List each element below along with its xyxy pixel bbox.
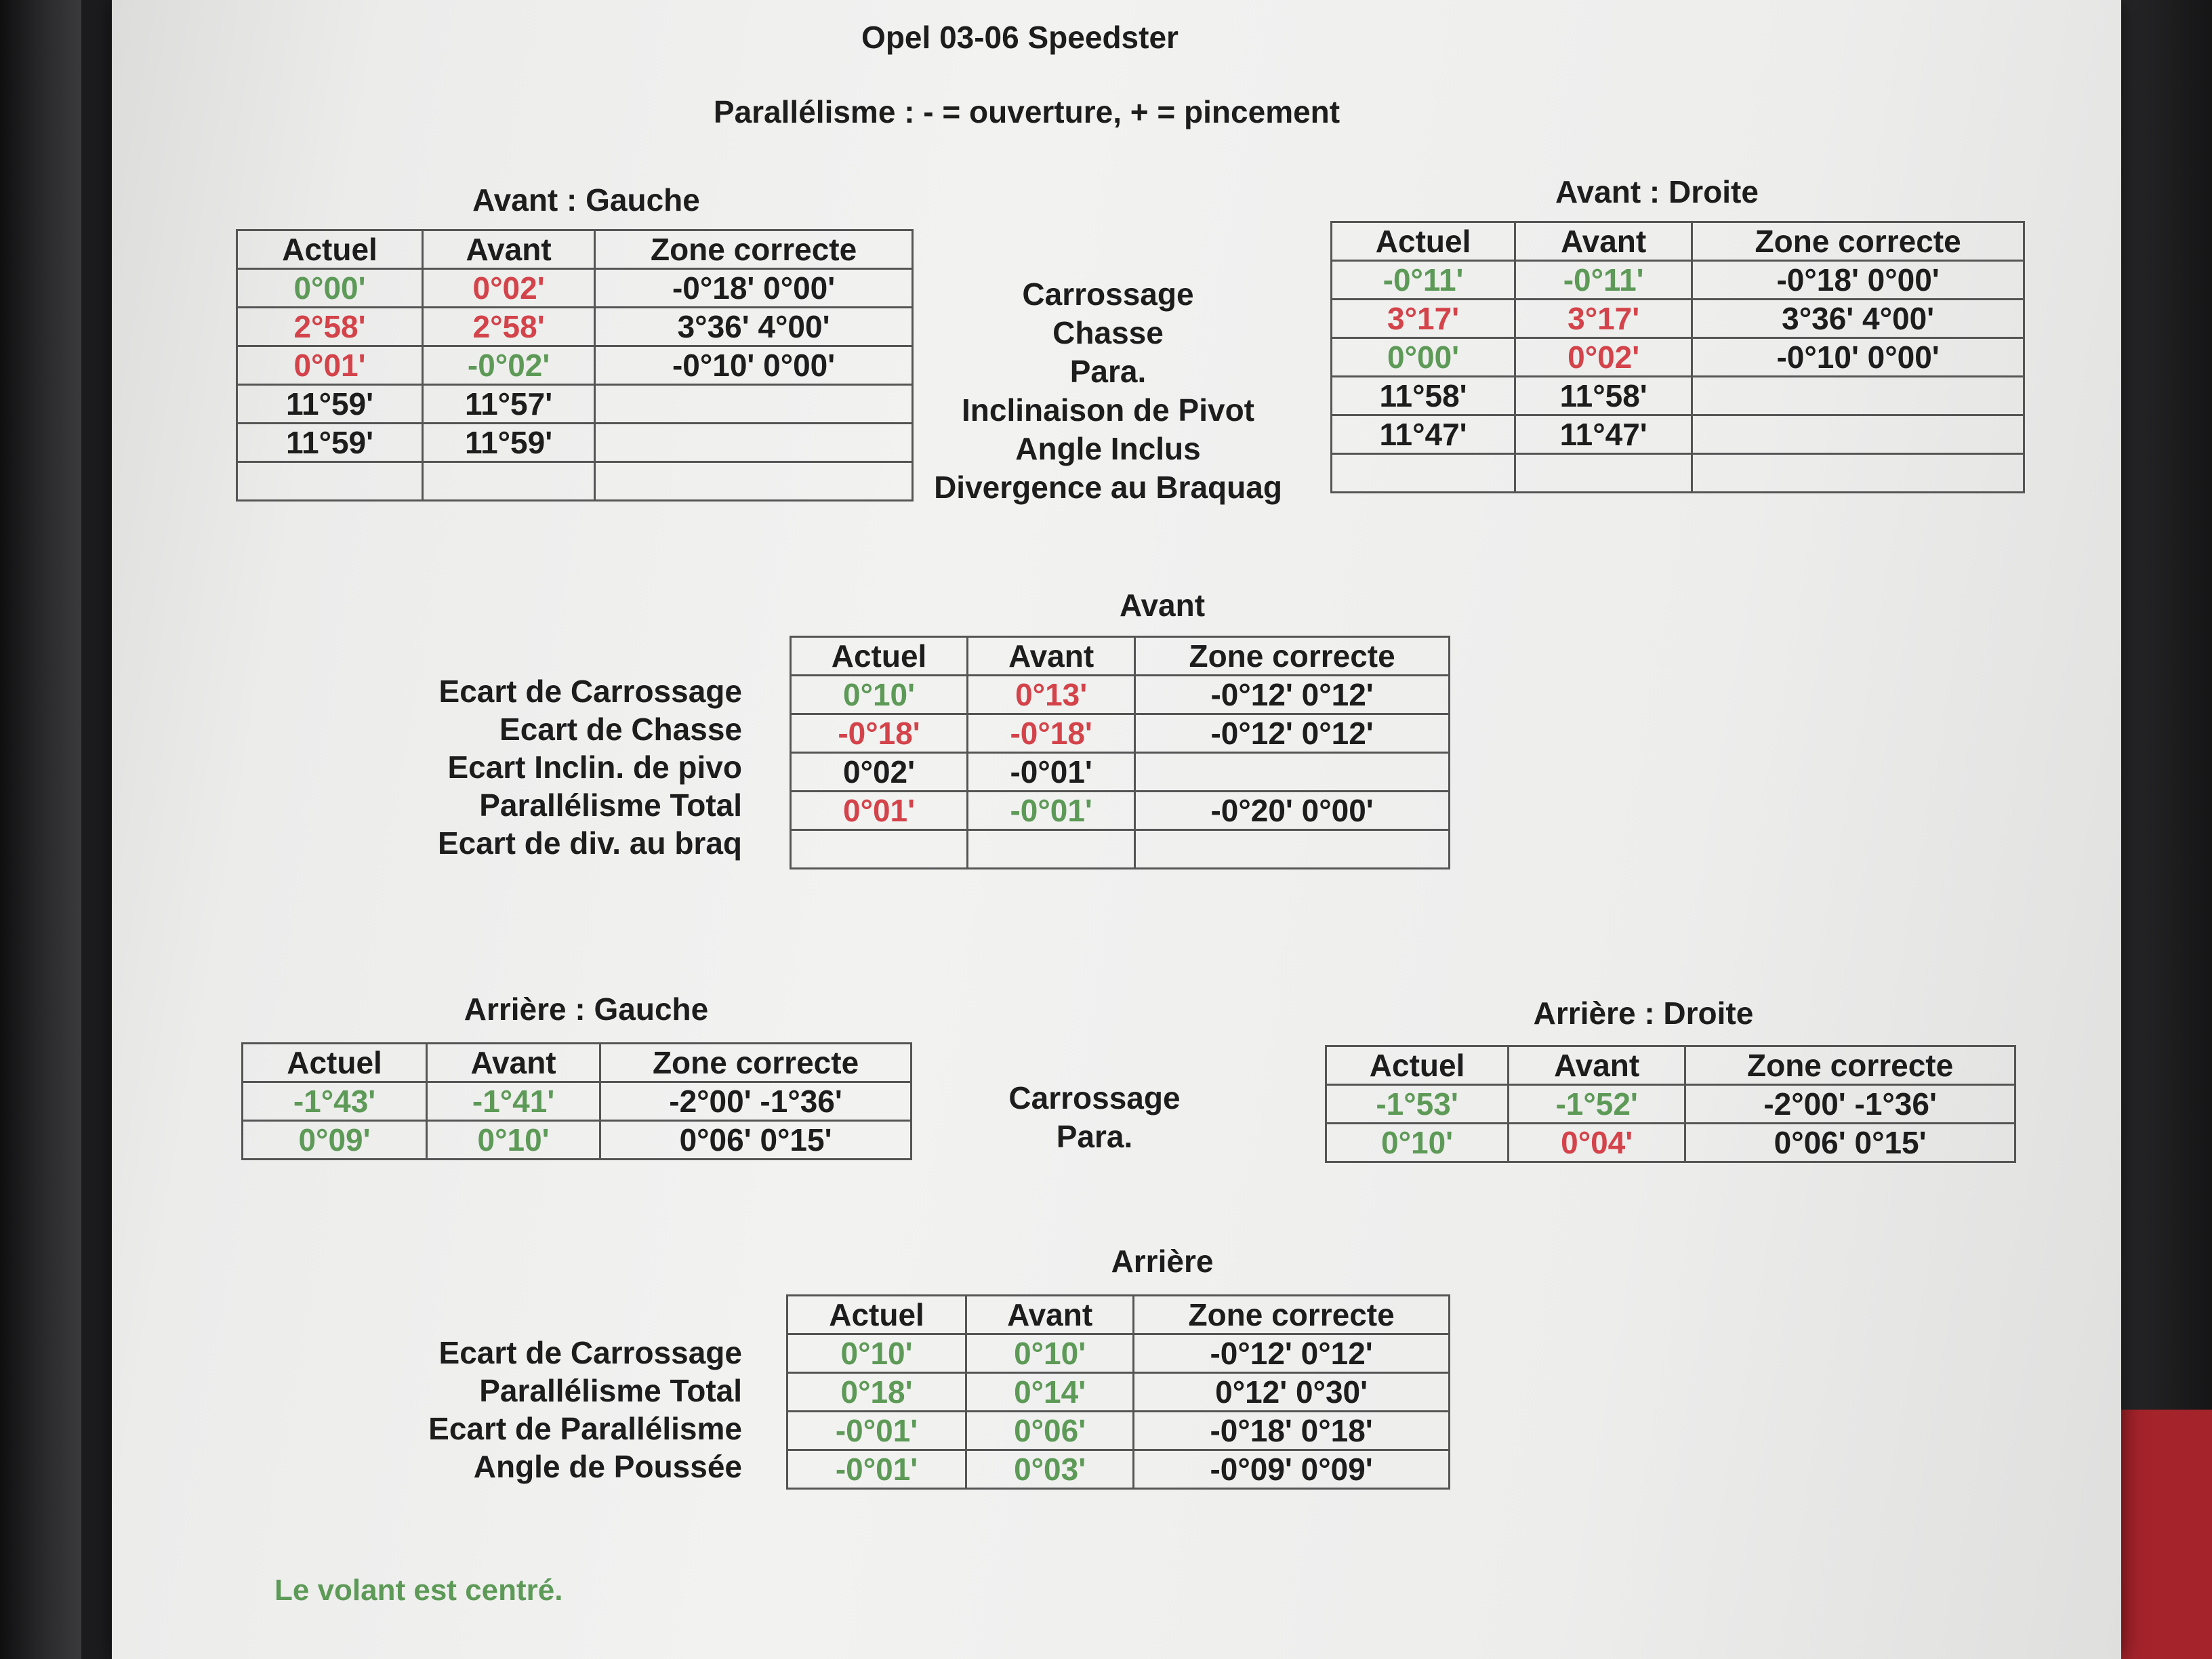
cell-actuel — [791, 830, 968, 869]
cell-zone — [1692, 415, 2024, 454]
column-header: Actuel — [243, 1044, 427, 1082]
table-row — [237, 385, 913, 424]
cell-avant — [423, 462, 595, 501]
cell-actuel: 0°02' — [791, 753, 968, 792]
cell-zone: -0°10' 0°00' — [595, 346, 913, 385]
cell-avant: 0°02' — [423, 269, 595, 308]
table-row — [787, 1450, 1450, 1489]
cell-actuel: 0°00' — [1332, 338, 1515, 377]
cell-zone: 3°36' 4°00' — [1692, 300, 2024, 338]
column-header: Avant — [427, 1044, 600, 1082]
rear-left-table — [241, 1042, 912, 1160]
cell-zone: 0°06' 0°15' — [1685, 1124, 2015, 1162]
cell-actuel — [237, 462, 423, 501]
table-row — [791, 830, 1450, 869]
cell-avant: 0°10' — [966, 1334, 1134, 1373]
front-left-title: Avant : Gauche — [472, 182, 700, 218]
measure-label: Ecart de Carrossage — [438, 1335, 742, 1370]
cell-avant: 11°57' — [423, 385, 595, 424]
cell-zone — [595, 424, 913, 462]
front-right-title: Avant : Droite — [1555, 174, 1759, 209]
table-row — [791, 792, 1450, 830]
cell-avant: 0°03' — [966, 1450, 1134, 1489]
front-left-table — [236, 229, 914, 501]
measure-label: Parallélisme Total — [479, 787, 742, 823]
table-row — [1332, 261, 2024, 300]
cell-actuel: -0°11' — [1332, 261, 1515, 300]
cell-actuel: -1°43' — [243, 1082, 427, 1121]
front-right-table — [1330, 221, 2025, 493]
cell-zone: -0°12' 0°12' — [1134, 1334, 1450, 1373]
column-header: Zone correcte — [1134, 1296, 1450, 1334]
table-row — [237, 269, 913, 308]
cell-zone: -0°18' 0°00' — [1692, 261, 2024, 300]
front-axle-labels — [315, 672, 742, 862]
table-header-row — [237, 230, 913, 269]
measure-label: Angle de Poussée — [473, 1449, 742, 1484]
cell-actuel: 0°01' — [791, 792, 968, 830]
column-header: Avant — [1509, 1046, 1685, 1085]
cell-avant — [1515, 454, 1692, 493]
cell-avant: -0°02' — [423, 346, 595, 385]
cell-actuel: 11°58' — [1332, 377, 1515, 415]
column-header: Avant — [968, 637, 1135, 676]
measure-label: Ecart de Carrossage — [438, 674, 742, 709]
alignment-report-sheet — [112, 0, 2121, 1659]
table-row — [1332, 454, 2024, 493]
rear-axle-table — [786, 1294, 1450, 1490]
cell-zone: -0°12' 0°12' — [1135, 714, 1450, 753]
cell-avant: 0°14' — [966, 1373, 1134, 1412]
cell-actuel: 0°10' — [787, 1334, 966, 1373]
table-row — [237, 346, 913, 385]
cell-avant: -1°52' — [1509, 1085, 1685, 1124]
table-row — [787, 1412, 1450, 1450]
cell-zone: -2°00' -1°36' — [1685, 1085, 2015, 1124]
table-header-row — [1332, 222, 2024, 261]
cell-avant: -0°01' — [968, 753, 1135, 792]
cell-actuel: -0°18' — [791, 714, 968, 753]
column-header: Actuel — [1326, 1046, 1509, 1085]
cell-zone: -0°18' 0°00' — [595, 269, 913, 308]
column-header: Actuel — [787, 1296, 966, 1334]
measure-label: Chasse — [1052, 315, 1164, 350]
report-subtitle: Parallélisme : - = ouverture, + = pincement — [713, 94, 1340, 129]
column-header: Avant — [966, 1296, 1134, 1334]
cell-zone — [595, 385, 913, 424]
rear-axle-title: Arrière — [1111, 1244, 1214, 1279]
table-row — [243, 1082, 912, 1121]
measure-label: Para. — [1056, 1119, 1133, 1154]
cell-zone: 3°36' 4°00' — [595, 308, 913, 346]
cell-avant: 11°58' — [1515, 377, 1692, 415]
cell-actuel: 2°58' — [237, 308, 423, 346]
cell-avant: 11°59' — [423, 424, 595, 462]
cell-zone — [1692, 377, 2024, 415]
cell-actuel: 0°00' — [237, 269, 423, 308]
cell-avant: -0°11' — [1515, 261, 1692, 300]
table-row — [791, 753, 1450, 792]
cell-zone — [595, 462, 913, 501]
cell-zone: 0°06' 0°15' — [600, 1121, 912, 1160]
column-header: Zone correcte — [1685, 1046, 2015, 1085]
table-row — [1326, 1085, 2015, 1124]
table-row — [1332, 300, 2024, 338]
cell-avant: 11°47' — [1515, 415, 1692, 454]
cell-zone: -0°10' 0°00' — [1692, 338, 2024, 377]
table-row — [791, 714, 1450, 753]
cell-actuel: 0°09' — [243, 1121, 427, 1160]
cell-zone — [1692, 454, 2024, 493]
measure-label: Carrossage — [1008, 1080, 1181, 1115]
cell-actuel — [1332, 454, 1515, 493]
cell-actuel: 11°47' — [1332, 415, 1515, 454]
cell-avant: 0°13' — [968, 676, 1135, 714]
cell-avant: 0°04' — [1509, 1124, 1685, 1162]
measure-label: Para. — [1069, 354, 1147, 389]
measure-label: Parallélisme Total — [479, 1373, 742, 1408]
column-header: Actuel — [791, 637, 968, 676]
column-header: Zone correcte — [1692, 222, 2024, 261]
cell-actuel: 0°10' — [1326, 1124, 1509, 1162]
table-row — [787, 1334, 1450, 1373]
cell-actuel: 0°10' — [791, 676, 968, 714]
column-header: Zone correcte — [595, 230, 913, 269]
cell-avant: 0°06' — [966, 1412, 1134, 1450]
steering-wheel-note: Le volant est centré. — [274, 1574, 563, 1607]
measure-label: Inclinaison de Pivot — [962, 392, 1254, 428]
rear-measure-labels — [959, 1079, 1230, 1156]
table-row — [1332, 338, 2024, 377]
cell-avant: 2°58' — [423, 308, 595, 346]
cell-actuel: 3°17' — [1332, 300, 1515, 338]
report-title: Opel 03-06 Speedster — [861, 20, 1179, 55]
front-measure-labels — [925, 275, 1291, 507]
measure-label: Ecart de Parallélisme — [428, 1411, 742, 1446]
table-header-row — [787, 1296, 1450, 1334]
cell-avant: -1°41' — [427, 1082, 600, 1121]
cell-avant — [968, 830, 1135, 869]
cell-zone: -2°00' -1°36' — [600, 1082, 912, 1121]
measure-label: Carrossage — [1022, 276, 1194, 312]
rear-right-title: Arrière : Droite — [1533, 996, 1754, 1031]
cell-zone: -0°20' 0°00' — [1135, 792, 1450, 830]
table-row — [1332, 377, 2024, 415]
front-axle-table — [790, 636, 1450, 869]
cell-zone: -0°09' 0°09' — [1134, 1450, 1450, 1489]
cell-avant: -0°18' — [968, 714, 1135, 753]
table-row — [237, 462, 913, 501]
cell-actuel: 0°18' — [787, 1373, 966, 1412]
rear-left-title: Arrière : Gauche — [464, 991, 709, 1027]
table-row — [237, 424, 913, 462]
cell-zone — [1135, 830, 1450, 869]
table-header-row — [243, 1044, 912, 1082]
cell-actuel: -0°01' — [787, 1450, 966, 1489]
cell-avant: 3°17' — [1515, 300, 1692, 338]
column-header: Avant — [423, 230, 595, 269]
cell-zone: -0°12' 0°12' — [1135, 676, 1450, 714]
table-row — [791, 676, 1450, 714]
cell-avant: 0°02' — [1515, 338, 1692, 377]
cell-avant: -0°01' — [968, 792, 1135, 830]
cell-actuel: 11°59' — [237, 385, 423, 424]
table-row — [243, 1121, 912, 1160]
cell-actuel: -1°53' — [1326, 1085, 1509, 1124]
measure-label: Angle Inclus — [1015, 431, 1201, 466]
cell-zone: -0°18' 0°18' — [1134, 1412, 1450, 1450]
column-header: Zone correcte — [600, 1044, 912, 1082]
table-row — [1332, 415, 2024, 454]
table-row — [787, 1373, 1450, 1412]
measure-label: Ecart de Chasse — [499, 712, 742, 747]
cell-avant: 0°10' — [427, 1121, 600, 1160]
table-header-row — [1326, 1046, 2015, 1085]
table-row — [1326, 1124, 2015, 1162]
measure-label: Divergence au Braquag — [934, 470, 1282, 505]
table-row — [237, 308, 913, 346]
binder-left-edge — [0, 0, 81, 1659]
column-header: Actuel — [1332, 222, 1515, 261]
table-header-row — [791, 637, 1450, 676]
cell-zone — [1135, 753, 1450, 792]
column-header: Zone correcte — [1135, 637, 1450, 676]
measure-label: Ecart de div. au braq — [437, 825, 742, 861]
cell-actuel: 11°59' — [237, 424, 423, 462]
column-header: Actuel — [237, 230, 423, 269]
rear-axle-labels — [315, 1334, 742, 1486]
measure-label: Ecart Inclin. de pivo — [447, 750, 742, 785]
column-header: Avant — [1515, 222, 1692, 261]
rear-right-table — [1325, 1045, 2016, 1163]
cell-zone: 0°12' 0°30' — [1134, 1373, 1450, 1412]
cell-actuel: 0°01' — [237, 346, 423, 385]
front-axle-title: Avant — [1119, 588, 1206, 623]
cell-actuel: -0°01' — [787, 1412, 966, 1450]
